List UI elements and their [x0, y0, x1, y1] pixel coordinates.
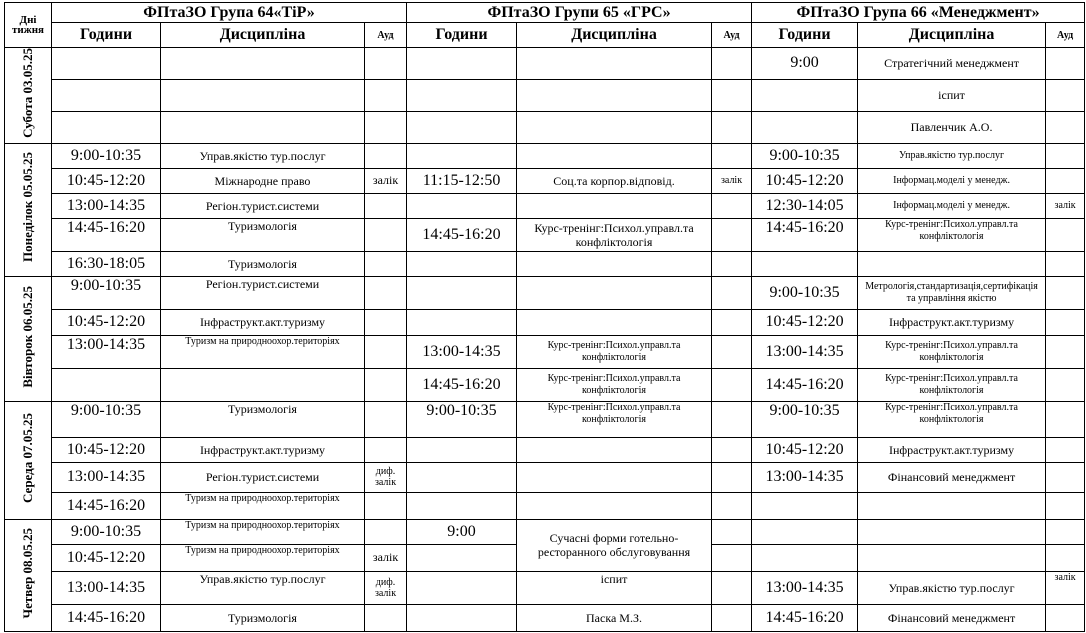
- discipline-cell: Регіон.турист.системи: [161, 193, 365, 218]
- time-cell: 9:00: [407, 519, 517, 544]
- aud-cell: [712, 368, 752, 401]
- aud-cell: [1046, 143, 1085, 168]
- aud-cell: [1046, 437, 1085, 462]
- table-row: [5, 462, 1085, 492]
- time-cell: 10:45-12:20: [752, 437, 858, 462]
- discipline-cell: Фінансовий менеджмент: [858, 604, 1046, 631]
- aud-cell: [1046, 604, 1085, 631]
- time-cell: 10:45-12:20: [52, 437, 161, 462]
- group-66-header: ФПтаЗО Група 66 «Менеджмент»: [752, 3, 1085, 23]
- aud-cell: [365, 519, 407, 544]
- discipline-cell: Туризм на природноохор.територіях: [161, 335, 365, 368]
- time-cell: 9:00-10:35: [752, 401, 858, 437]
- day-cell-thursday: [5, 519, 52, 631]
- discipline-cell: [517, 193, 712, 218]
- discipline-header: Дисципліна: [858, 23, 1046, 48]
- time-cell: [752, 519, 858, 544]
- time-cell: 14:45-16:20: [752, 604, 858, 631]
- aud-header: Ауд: [1046, 23, 1085, 48]
- discipline-cell: Регіон.турист.системи: [161, 462, 365, 492]
- hours-header: Години: [52, 23, 161, 48]
- time-cell: 14:45-16:20: [407, 218, 517, 251]
- aud-cell: [712, 519, 752, 544]
- aud-cell: залік: [365, 168, 407, 193]
- time-cell: [407, 437, 517, 462]
- discipline-cell: Курс-тренінг:Психол.управл.та конфліктологія: [517, 335, 712, 368]
- discipline-cell: Інфраструкт.акт.туризму: [161, 437, 365, 462]
- aud-cell: [365, 368, 407, 401]
- group-64-header: ФПтаЗО Група 64«ТіР»: [52, 3, 407, 23]
- aud-cell: [1046, 492, 1085, 519]
- day-cell-saturday: [5, 48, 52, 144]
- day-cell-wednesday: [5, 401, 52, 519]
- discipline-cell: Фінансовий менеджмент: [858, 462, 1046, 492]
- discipline-cell: Інфраструкт.акт.туризму: [161, 309, 365, 335]
- discipline-cell: Туризмологія: [161, 401, 365, 437]
- time-cell: 10:45-12:20: [752, 168, 858, 193]
- discipline-cell: Метрологія,стандартизація,сертифікація та управління якістю: [858, 276, 1046, 309]
- table-row: [5, 251, 1085, 276]
- aud-cell: [365, 437, 407, 462]
- table-row: [5, 368, 1085, 401]
- time-cell: 12:30-14:05: [752, 193, 858, 218]
- discipline-cell: Інфраструкт.акт.туризму: [858, 309, 1046, 335]
- table-row: [5, 604, 1085, 631]
- discipline-cell: [517, 437, 712, 462]
- time-cell: 14:45-16:20: [52, 604, 161, 631]
- teacher-cell: Паска М.З.: [517, 604, 712, 631]
- time-cell: 9:00-10:35: [752, 276, 858, 309]
- aud-cell: [1046, 462, 1085, 492]
- aud-cell: [712, 218, 752, 251]
- day-label: Середа 07.05.25: [20, 412, 35, 503]
- table-row: [5, 111, 1085, 143]
- table-row: [5, 519, 1085, 544]
- aud-cell: [365, 401, 407, 437]
- table-row: [5, 492, 1085, 519]
- time-cell: [407, 276, 517, 309]
- discipline-cell: [517, 492, 712, 519]
- exam-cell: іспит: [517, 571, 712, 604]
- schedule-table: [4, 2, 1085, 632]
- discipline-cell: Міжнародне право: [161, 168, 365, 193]
- discipline-cell: [858, 251, 1046, 276]
- time-cell: [407, 492, 517, 519]
- time-cell: [52, 368, 161, 401]
- aud-cell: [365, 193, 407, 218]
- aud-cell: залік: [712, 168, 752, 193]
- table-row: [5, 143, 1085, 168]
- time-cell: 9:00-10:35: [52, 401, 161, 437]
- aud-cell: [712, 251, 752, 276]
- discipline-cell: Інформац.моделі у менедж.: [858, 168, 1046, 193]
- discipline-cell: [517, 309, 712, 335]
- aud-cell: [1046, 276, 1085, 309]
- time-cell: 10:45-12:20: [52, 544, 161, 571]
- aud-header: Ауд: [365, 23, 407, 48]
- time-cell: [407, 462, 517, 492]
- time-cell: [407, 251, 517, 276]
- discipline-cell: Курс-тренінг:Психол.управл.та конфліктологія: [517, 401, 712, 437]
- aud-cell: [365, 492, 407, 519]
- day-label: Четвер 08.05.25: [20, 527, 35, 619]
- table-row: [5, 335, 1085, 368]
- time-cell: 9:00-10:35: [52, 519, 161, 544]
- discipline-cell: [858, 519, 1046, 544]
- discipline-cell: [517, 276, 712, 309]
- time-cell: 9:00-10:35: [52, 276, 161, 309]
- time-cell: 14:45-16:20: [52, 218, 161, 251]
- group-65-header: ФПтаЗО Групи 65 «ГРС»: [407, 3, 752, 23]
- time-cell: 11:15-12:50: [407, 168, 517, 193]
- day-label: Вівторок 06.05.25: [20, 285, 35, 388]
- day-label: Субота 03.05.25: [20, 48, 35, 138]
- table-row: [5, 401, 1085, 437]
- table-row: [5, 218, 1085, 251]
- table-row: [5, 168, 1085, 193]
- aud-cell: [1046, 309, 1085, 335]
- time-cell: 14:45-16:20: [407, 368, 517, 401]
- time-cell: 13:00-14:35: [52, 193, 161, 218]
- aud-cell: [365, 218, 407, 251]
- aud-cell: [1046, 168, 1085, 193]
- discipline-cell: Сучасні форми готельно-ресторанного обслуговування: [517, 519, 712, 571]
- discipline-cell: Курс-тренінг:Психол.управл.та конфліктологія: [858, 335, 1046, 368]
- time-cell: 10:45-12:20: [52, 309, 161, 335]
- time-cell: [752, 492, 858, 519]
- discipline-cell: Туризмологія: [161, 218, 365, 251]
- discipline-cell: [161, 368, 365, 401]
- aud-cell: [712, 335, 752, 368]
- aud-cell: [712, 309, 752, 335]
- discipline-cell: Курс-тренінг:Психол.управл.та конфліктологія: [858, 401, 1046, 437]
- table-row: [5, 48, 1085, 80]
- discipline-cell: Туризм на природноохор.територіях: [161, 492, 365, 519]
- time-cell: [407, 193, 517, 218]
- aud-cell: [1046, 368, 1085, 401]
- table-row: [5, 193, 1085, 218]
- discipline-cell: Управ.якістю тур.послуг: [161, 571, 365, 604]
- aud-cell: [712, 401, 752, 437]
- hours-header: Години: [752, 23, 858, 48]
- discipline-cell: Курс-тренінг:Психол.управл.та конфліктологія: [858, 368, 1046, 401]
- aud-cell: [365, 604, 407, 631]
- aud-cell: залік: [1046, 571, 1085, 604]
- discipline-cell: [858, 492, 1046, 519]
- aud-cell: [712, 462, 752, 492]
- aud-cell: [712, 492, 752, 519]
- discipline-cell: Соц.та корпор.відповід.: [517, 168, 712, 193]
- discipline-cell: іспит: [858, 79, 1046, 111]
- aud-cell: [365, 143, 407, 168]
- discipline-cell: Курс-тренінг:Психол.управл.та конфліктологія: [517, 368, 712, 401]
- aud-cell: [365, 309, 407, 335]
- time-cell: 13:00-14:35: [52, 335, 161, 368]
- discipline-cell: [858, 544, 1046, 571]
- aud-cell: [365, 335, 407, 368]
- discipline-cell: [517, 251, 712, 276]
- aud-cell: залік: [1046, 193, 1085, 218]
- aud-cell: [712, 437, 752, 462]
- time-cell: 9:00-10:35: [752, 143, 858, 168]
- aud-cell: [1046, 251, 1085, 276]
- discipline-cell: Туризм на природноохор.територіях: [161, 519, 365, 544]
- day-label: Понеділок 05.05.25: [20, 152, 35, 263]
- day-week-header: Дні тижня: [5, 3, 52, 48]
- discipline-cell: Регіон.турист.системи: [161, 276, 365, 309]
- table-row: [5, 79, 1085, 111]
- day-cell-monday: [5, 143, 52, 276]
- time-cell: 9:00: [752, 48, 858, 80]
- aud-cell: [1046, 544, 1085, 571]
- discipline-cell: Туризм на природноохор.територіях: [161, 544, 365, 571]
- time-cell: [407, 309, 517, 335]
- discipline-cell: [517, 143, 712, 168]
- discipline-cell: [517, 462, 712, 492]
- discipline-cell: Стратегічний менеджмент: [858, 48, 1046, 80]
- table-row: [5, 437, 1085, 462]
- aud-cell: [365, 276, 407, 309]
- time-cell: 13:00-14:35: [752, 462, 858, 492]
- time-cell: 16:30-18:05: [52, 251, 161, 276]
- time-cell: 10:45-12:20: [752, 309, 858, 335]
- discipline-header: Дисципліна: [517, 23, 712, 48]
- discipline-cell: Інформац.моделі у менедж.: [858, 193, 1046, 218]
- aud-cell: залік: [365, 544, 407, 571]
- discipline-cell: Павленчик А.О.: [858, 111, 1046, 143]
- time-cell: 13:00-14:35: [407, 335, 517, 368]
- time-cell: 14:45-16:20: [52, 492, 161, 519]
- discipline-cell: Управ.якістю тур.послуг: [161, 143, 365, 168]
- discipline-cell: Туризмологія: [161, 251, 365, 276]
- time-cell: 10:45-12:20: [52, 168, 161, 193]
- time-cell: [407, 143, 517, 168]
- hours-header: Години: [407, 23, 517, 48]
- aud-cell: [1046, 218, 1085, 251]
- aud-cell: [1046, 401, 1085, 437]
- aud-cell: диф. залік: [365, 462, 407, 492]
- table-row: [5, 276, 1085, 309]
- time-cell: [752, 251, 858, 276]
- discipline-cell: Управ.якістю тур.послуг: [858, 143, 1046, 168]
- time-cell: 14:45-16:20: [752, 218, 858, 251]
- aud-cell: [712, 193, 752, 218]
- aud-cell: [712, 276, 752, 309]
- time-cell: 9:00-10:35: [407, 401, 517, 437]
- time-cell: 13:00-14:35: [752, 571, 858, 604]
- discipline-cell: Інфраструкт.акт.туризму: [858, 437, 1046, 462]
- discipline-cell: Управ.якістю тур.послуг: [858, 571, 1046, 604]
- time-cell: 13:00-14:35: [52, 462, 161, 492]
- discipline-header: Дисципліна: [161, 23, 365, 48]
- table-row: [5, 309, 1085, 335]
- discipline-cell: Курс-тренінг:Психол.управл.та конфліктологія: [858, 218, 1046, 251]
- aud-header: Ауд: [712, 23, 752, 48]
- aud-cell: диф. залік: [365, 571, 407, 604]
- aud-cell: [1046, 519, 1085, 544]
- discipline-cell: Туризмологія: [161, 604, 365, 631]
- aud-cell: [365, 251, 407, 276]
- aud-cell: [1046, 335, 1085, 368]
- aud-cell: [712, 143, 752, 168]
- day-cell-tuesday: [5, 276, 52, 401]
- time-cell: 14:45-16:20: [752, 368, 858, 401]
- time-cell: 13:00-14:35: [752, 335, 858, 368]
- table-row: [5, 571, 1085, 604]
- time-cell: 9:00-10:35: [52, 143, 161, 168]
- time-cell: [752, 544, 858, 571]
- discipline-cell: Курс-тренінг:Психол.управл.та конфліктологія: [517, 218, 712, 251]
- time-cell: 13:00-14:35: [52, 571, 161, 604]
